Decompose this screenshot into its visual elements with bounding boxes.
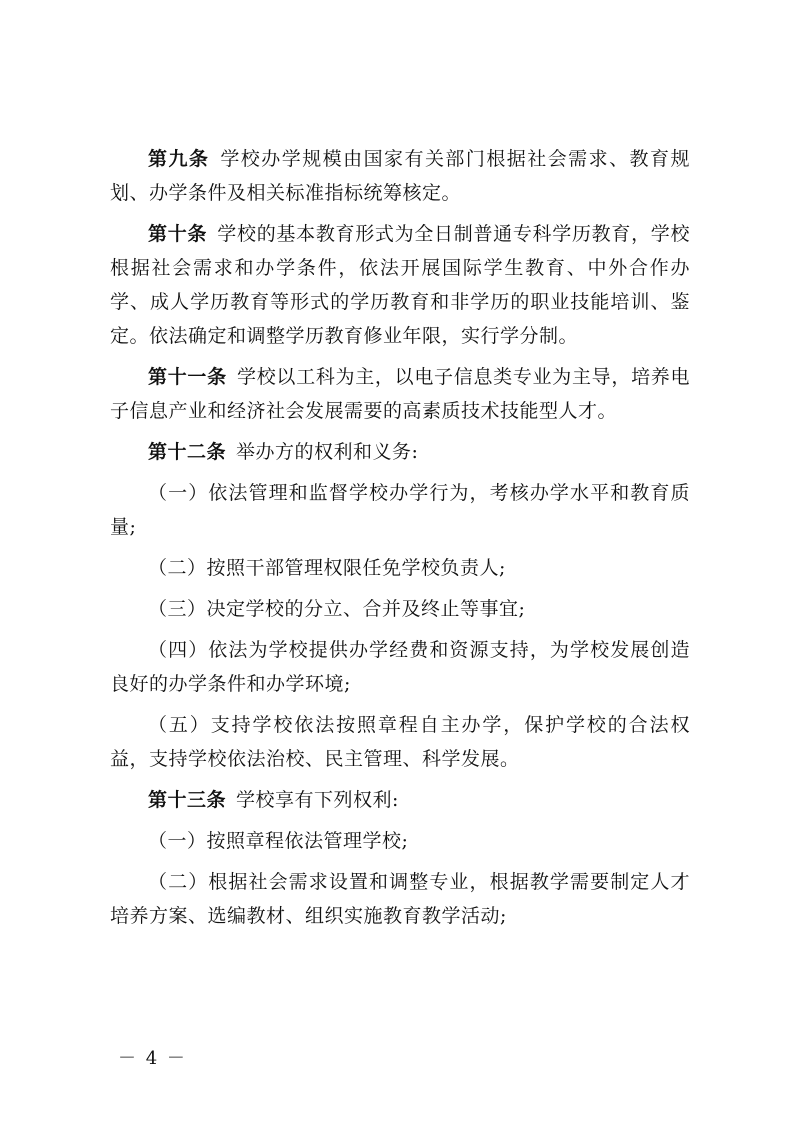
page-number: － 4 － bbox=[118, 1048, 187, 1069]
article-text: 举办方的权利和义务: bbox=[236, 441, 419, 463]
article-13-item-2 bbox=[110, 865, 690, 933]
article-text: 学校以工科为主，以电子信息类专业为主导，培养电子信息产业和经济社会发展需要的高素质技术技能型人才。 bbox=[110, 366, 690, 422]
document-body bbox=[110, 142, 690, 933]
article-heading: 第十条 bbox=[148, 223, 208, 245]
article-12-item-1 bbox=[110, 476, 690, 544]
item-text: （三）决定学校的分立、合并及终止等事宜; bbox=[148, 598, 526, 620]
article-heading: 第九条 bbox=[148, 148, 210, 170]
article-9 bbox=[110, 142, 690, 210]
article-13 bbox=[110, 783, 690, 817]
item-text: （五）支持学校依法按照章程自主办学，保护学校的合法权益，支持学校依法治校、民主管理、科学发展。 bbox=[110, 714, 690, 770]
article-10 bbox=[110, 217, 690, 353]
article-heading: 第十二条 bbox=[148, 441, 227, 463]
item-text: （一）依法管理和监督学校办学行为，考核办学水平和教育质量; bbox=[110, 482, 690, 538]
article-12-item-5 bbox=[110, 708, 690, 776]
article-heading: 第十一条 bbox=[148, 366, 227, 388]
article-text: 学校的基本教育形式为全日制普通专科学历教育，学校根据社会需求和办学条件，依法开展国际学生教育、中外合作办学、成人学历教育等形式的学历教育和非学历的职业技能培训、鉴定。依法确定和调整学历教育修业年限，实行学分制。 bbox=[110, 223, 690, 347]
item-text: （二）根据社会需求设置和调整专业，根据教学需要制定人才培养方案、选编教材、组织实施教育教学活动; bbox=[110, 871, 690, 927]
article-text: 学校享有下列权利: bbox=[236, 789, 399, 811]
article-heading: 第十三条 bbox=[148, 789, 227, 811]
item-text: （四）依法为学校提供办学经费和资源支持，为学校发展创造良好的办学条件和办学环境; bbox=[110, 639, 690, 695]
article-12-item-3 bbox=[110, 592, 690, 626]
article-12-item-4 bbox=[110, 633, 690, 701]
article-12-item-2 bbox=[110, 551, 690, 585]
article-12 bbox=[110, 435, 690, 469]
item-text: （二）按照干部管理权限任免学校负责人; bbox=[148, 557, 506, 579]
article-11 bbox=[110, 360, 690, 428]
article-13-item-1 bbox=[110, 824, 690, 858]
article-text: 学校办学规模由国家有关部门根据社会需求、教育规划、办学条件及相关标准指标统筹核定。 bbox=[110, 148, 690, 204]
item-text: （一）按照章程依法管理学校; bbox=[148, 830, 409, 852]
